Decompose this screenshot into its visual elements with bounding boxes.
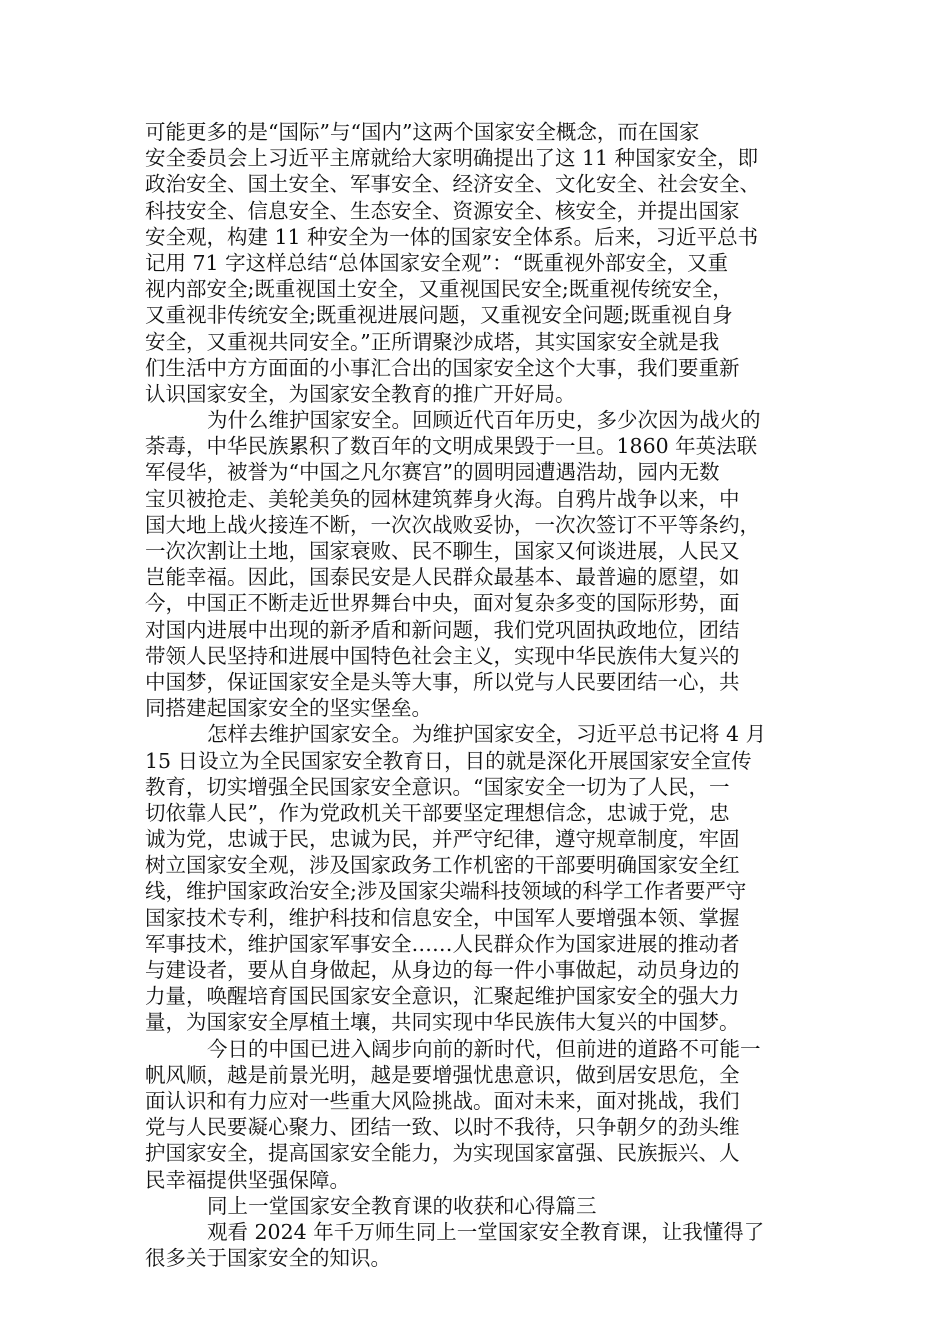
text-line: 力量，唤醒培育国民国家安全意识，汇聚起维护国家安全的强大力 [145, 984, 740, 1009]
text-line: 树立国家安全观，涉及国家政务工作机密的干部要明确国家安全红 [145, 853, 740, 878]
text-line: 带领人民坚持和进展中国特色社会主义，实现中华民族伟大复兴的 [145, 643, 740, 668]
text-line: 岂能幸福。因此，国泰民安是人民群众最基本、最普遍的愿望，如 [145, 565, 740, 590]
paragraph-first-line: 今日的中国已进入阔步向前的新时代，但前进的道路不可能一 [207, 1036, 761, 1061]
text-line: 国大地上战火接连不断，一次次战败妥协，一次次签订不平等条约， [145, 512, 760, 537]
paragraph-first-line: 为什么维护国家安全。回顾近代百年历史，多少次因为战火的 [207, 408, 761, 433]
text-line: 帆风顺，越是前景光明，越是要增强忧患意识，做到居安思危，全 [145, 1062, 740, 1087]
text-line: 荼毒，中华民族累积了数百年的文明成果毁于一旦。1860 年英法联 [145, 434, 758, 459]
text-line: 量，为国家安全厚植土壤，共同实现中华民族伟大复兴的中国梦。 [145, 1010, 740, 1035]
text-line: 面认识和有力应对一些重大风险挑战。面对未来，面对挑战，我们 [145, 1088, 740, 1113]
document-body [145, 119, 809, 1271]
text-line: 教育，切实增强全民国家安全意识。“国家安全一切为了人民，一 [145, 774, 730, 799]
paragraph-first-line: 观看 2024 年千万师生同上一堂国家安全教育课，让我懂得了 [207, 1219, 765, 1244]
text-line: 安全，又重视共同安全。”正所谓聚沙成塔，其实国家安全就是我 [145, 329, 720, 354]
text-line: 中国梦，保证国家安全是头等大事，所以党与人民要团结一心，共 [145, 669, 740, 694]
section-heading: 同上一堂国家安全教育课的收获和心得篇三 [207, 1193, 597, 1218]
text-line: 科技安全、信息安全、生态安全、资源安全、核安全，并提出国家 [145, 198, 740, 223]
text-line: 政治安全、国土安全、军事安全、经济安全、文化安全、社会安全、 [145, 172, 760, 197]
text-line: 护国家安全，提高国家安全能力，为实现国家富强、民族振兴、人 [145, 1141, 740, 1166]
text-line: 党与人民要凝心聚力、团结一致、以时不我待，只争朝夕的劲头维 [145, 1115, 740, 1140]
paragraph-first-line: 怎样去维护国家安全。为维护国家安全，习近平总书记将 4 月 [207, 722, 767, 747]
text-line: 国家技术专利，维护科技和信息安全，中国军人要增强本领、掌握 [145, 905, 740, 930]
text-line: 宝贝被抢走、美轮美奂的园林建筑葬身火海。自鸦片战争以来，中 [145, 486, 740, 511]
text-line: 今，中国正不断走近世界舞台中央，面对复杂多变的国际形势，面 [145, 591, 740, 616]
text-line: 视内部安全;既重视国土安全，又重视国民安全;既重视传统安全， [145, 277, 733, 302]
text-line: 线，维护国家政治安全;涉及国家尖端科技领域的科学工作者要严守 [145, 879, 747, 904]
text-line: 军侵华，被誉为“中国之凡尔赛宫”的圆明园遭遇浩劫，园内无数 [145, 460, 720, 485]
text-line: 一次次割让土地，国家衰败、民不聊生，国家又何谈进展，人民又 [145, 539, 740, 563]
text-line: 可能更多的是“国际”与“国内”这两个国家安全概念，而在国家 [145, 120, 700, 144]
text-line: 安全委员会上习近平主席就给大家明确提出了这 11 种国家安全，即 [145, 146, 759, 171]
text-line: 15 日设立为全民国家安全教育日，目的就是深化开展国家安全宣传 [145, 748, 752, 773]
text-line: 与建设者，要从自身做起，从身边的每一件小事做起，动员身边的 [145, 958, 740, 982]
text-line: 记用 71 字这样总结“总体国家安全观”：“既重视外部安全，又重 [145, 250, 729, 275]
text-line: 又重视非传统安全;既重视进展问题，又重视安全问题;既重视自身 [145, 303, 733, 328]
text-line: 安全观，构建 11 种安全为一体的国家安全体系。后来，习近平总书 [145, 224, 759, 249]
text-line: 诚为党，忠诚于民，忠诚为民，并严守纪律，遵守规章制度，牢固 [145, 827, 740, 852]
text-line: 们生活中方方面面的小事汇合出的国家安全这个大事，我们要重新 [145, 355, 740, 380]
text-line: 对国内进展中出现的新矛盾和新问题，我们党巩固执政地位，团结 [145, 617, 740, 642]
text-line: 很多关于国家安全的知识。 [145, 1246, 391, 1271]
text-line: 军事技术，维护国家军事安全……人民群众作为国家进展的推动者 [145, 931, 740, 956]
text-line: 切依靠人民”，作为党政机关干部要坚定理想信念，忠诚于党，忠 [145, 800, 730, 825]
text-line: 认识国家安全，为国家安全教育的推广开好局。 [145, 381, 576, 406]
text-line: 同搭建起国家安全的坚实堡垒。 [145, 696, 432, 721]
text-line: 民幸福提供坚强保障。 [145, 1167, 350, 1192]
